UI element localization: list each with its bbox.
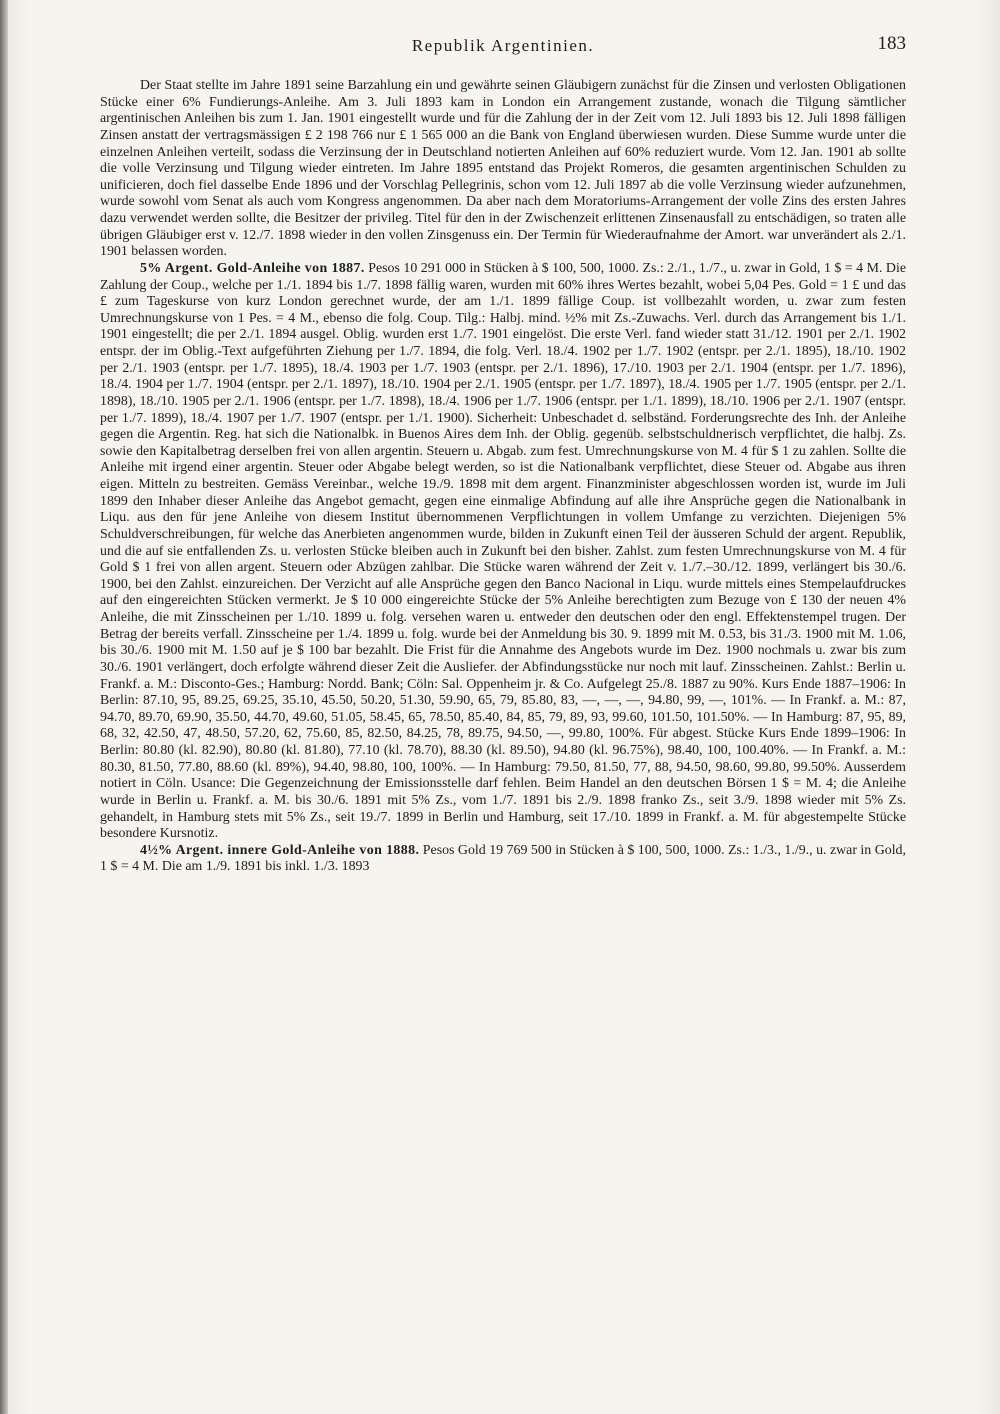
page-number: 183 bbox=[877, 33, 906, 54]
paragraph-gold-loan-1887 bbox=[100, 261, 906, 843]
page-body bbox=[100, 78, 906, 876]
page-edge-shadow bbox=[0, 0, 8, 1414]
running-title: Republik Argentinien. bbox=[411, 36, 595, 55]
paragraph-text: Der Staat stellte im Jahre 1891 seine Barzahlung ein und gewährte seinen Gläubigern zunächst für die Zinsen und verlosten Obligationen Stücke einer 6% Fundierungs-Anleihe. Am 3. Juli 1893 kam in London ein Arrangement zustande, wonach die Tilgung sämtlicher argentinischen Anleihen bis zum 1. Jan. 1901 eingestellt wurde und für die Zahlung der in der Zeit vom 12. Juli 1893 bis 12. Juli 1898 fälligen Zinsen anstatt der vertragsmässigen £ 2 198 766 nur £ 1 565 000 an die Bank von England überwiesen wurden. Diese Summe wurde unter die einzelnen Anleihen verteilt, sodass die Verzinsung der in Deutschland notierten Anleihen auf 60% reduziert wurde. Vom 12. Jan. 1901 ab sollte die volle Verzinsung und Tilgung wieder eintreten. Im Jahre 1895 entstand das Projekt Romeros, die gesamten argentinischen Schulden zu unificieren, doch fiel dasselbe Ende 1896 und der Vorschlag Pellegrinis, schon vom 12. Juli 1897 ab die volle Verzinsung wieder aufzunehmen, wurde sowohl vom Senat als auch vom Kongress angenommen. Da aber nach dem Moratoriums-Arrangement der volle Zins des ersten Jahres dazu verwendet werden sollte, die Besitzer der privileg. Titel für den in der Zwischenzeit erlittenen Zinsenausfall zu entschädigen, so traten alle übrigen Gläubiger erst v. 12./7. 1898 wieder in den vollen Zinsgenuss ein. Der Termin für Wiederaufnahme der Amort. war unverändert als 2./1. 1901 belassen worden. bbox=[100, 78, 906, 260]
paragraph-text: Pesos 10 291 000 in Stücken à $ 100, 500, 1000. Zs.: 2./1., 1./7., u. zwar in Gold, 1 $ = 4 M. Die Zahlung der Coup., welche per 1./1. 1894 bis 1./7. 1898 fällig waren, wurden mit 60% ihres Wertes bezahlt, wobei 5,04 Pes. Gold = 1 £ und das £ zum Tageskurse von kurz London gerechnet wurde, der am 1./1. 1899 fällige Coup. ist vollbezahlt worden, u. zwar zum festen Umrechnungskurse von 1 Pes. = 4 M., ebenso die folg. Coup. Tilg.: Halbj. mind. ½% mit Zs.-Zuwachs. Verl. durch das Arrangement bis 1./1. 1901 eingestellt; die per 2./1. 1894 ausgel. Oblig. wurden erst 1./7. 1901 eingelöst. Die erste Verl. fand wieder statt 31./12. 1901 per 2./1. 1902 entspr. der im Oblig.-Text aufgeführten Ziehung per 1./7. 1894, die folg. Verl. 18./4. 1902 per 1./7. 1902 (entspr. per 2./1. 1895), 18./10. 1902 per 2./1. 1903 (entspr. per 1./7. 1895), 18./4. 1903 per 1./7. 1903 (entspr. per 2./1. 1896), 17./10. 1903 per 2./1. 1904 (entspr. per 1./7. 1896), 18./4. 1904 per 1./7. 1904 (entspr. per 2./1. 1897), 18./10. 1904 per 2./1. 1905 (entspr. per 1./7. 1897), 18./4. 1905 per 1./7. 1905 (entspr. per 2./1. 1898), 18./10. 1905 per 2./1. 1906 (entspr. per 1./7. 1898), 18./4. 1906 per 1./7. 1906 (entspr. per 1./1. 1899), 18./10. 1906 per 2./1. 1907 (entspr. per 1./7. 1899), 18./4. 1907 per 1./7. 1907 (entspr. per 1./1. 1900). Sicherheit: Unbeschadet d. selbständ. Forderungsrechte des Inh. der Anleihe gegen die Argentin. Reg. hat sich die Nationalbk. in Buenos Aires dem Inh. der Oblig. gegenüb. selbstschuldnerisch verpflichtet, die halbj. Zs. sowie den Kapitalbetrag derselben frei von allen argentin. Steuern u. Abgab. zum fest. Umrechnungskurse von M. 4 für $ 1 zu zahlen. Sollte die Anleihe mit irgend einer argentin. Steuer oder Abgabe belegt werden, so ist die Nationalbank verpflichtet, diese Steuer od. Abgabe aus ihren eigen. Mitteln zu bestreiten. Gemäss Vereinbar., welche 19./9. 1898 mit dem argent. Finanzminister abgeschlossen worden ist, wurde im Juli 1899 den Inhaber dieser Anleihe das Angebot gemacht, gegen eine einmalige Abfindung auf alle ihre Ansprüche gegen die Nationalbank in Liqu. aus den für jene Anleihe von diesem Institut übernommenen Verpflichtungen in vollem Umfange zu verzichten. Diejenigen 5% Schuldverschreibungen, für welche das Anerbieten angenommen wurde, bilden in Zukunft einen Teil der äusseren Schuld der argent. Republik, und die auf sie entfallenden Zs. u. verlosten Stücke bleiben auch in Zukunft bei den bisher. Zahlst. zum festen Umrechnungskurse von M. 4 für Gold $ 1 frei von allen argent. Steuern oder Abzügen zahlbar. Die Stücke waren während der Zeit v. 1./7.–30./12. 1899, verlängert bis 30./6. 1900, bei den Zahlst. einzureichen. Der Verzicht auf alle Ansprüche gegen den Banco Nacional in Liqu. wurde mittels eines Stempelaufdruckes auf den eingereichten Stücken vermerkt. Je $ 10 000 eingereichte Stücke der 5% Anleihe berechtigten zum Bezuge von £ 130 der neuen 4% Anleihe, die mit Zinsscheinen per 1./10. 1899 u. folg. versehen waren u. entweder den deutschen oder den engl. Effektenstempel trugen. Der Betrag der bereits verfall. Zinsscheine per 1./4. 1899 u. folg. wurde bei der Anmeldung bis 30. 9. 1899 mit M. 0.53, bis 31./3. 1900 mit M. 1.06, bis 30./6. 1900 mit M. 1.50 auf je $ 100 bar bezahlt. Die Frist für die Annahme des Angebots wurde im Dez. 1900 nochmals u. zwar bis zum 30./6. 1901 verlängert, doch erfolgte während dieser Zeit die Ausliefer. der Abfindungsstücke nur noch mit lauf. Zinsscheinen. Zahlst.: Berlin u. Frankf. a. M.: Disconto-Ges.; Hamburg: Nordd. Bank; Cöln: Sal. Oppenheim jr. & Co. Aufgelegt 25./8. 1887 zu 90%. Kurs Ende 1887–1906: In Berlin: 87.10, 95, 89.25, 69.25, 35.10, 45.50, 50.20, 51.30, 59.90, 65, 79, 85.80, 83, —, —, —, 94.80, 99, —, 101%. — In Frankf. a. M.: 87, 94.70, 89.70, 69.90, 35.50, 44.70, 49.60, 51.05, 58.45, 65, 78.50, 85.40, 84, 85, 79, 89, 93, 99.60, 101.50, 101.50%. — In Hamburg: 87, 95, 89, 68, 32, 42.50, 47, 48.50, 57.20, 62, 75.60, 85, 82.50, 84.25, 78, 89.75, 94.50, —, 99.80, 100%. Für abgest. Stücke Kurs Ende 1899–1906: In Berlin: 80.80 (kl. 82.90), 80.80 (kl. 81.80), 77.10 (kl. 78.70), 88.30 (kl. 89.50), 94.80 (kl. 96.75%), 98.40, 100, 100.40%. — In Frankf. a. M.: 80.30, 81.50, 77.80, 88.60 (kl. 89%), 94.40, 98.80, 100, 100%. — In Hamburg: 79.50, 81.50, 77, 88, 94.50, 98.60, 99.80, 99.50%. Ausserdem notiert in Cöln. Usance: Die Gegenzeichnung der Emissionsstelle darf fehlen. Beim Handel an den deutschen Börsen 1 $ = M. 4; die Anleihe wurde in Berlin u. Frankf. a. M. bis 30./6. 1891 mit 5% Zs., vom 1./7. 1891 bis 2./9. 1898 franko Zs., seit 3./9. 1898 wieder mit 5% Zs. gehandelt, in Hamburg stets mit 5% Zs., seit 19./7. 1899 in Berlin und Hamburg, seit 17./10. 1899 in Frankf. a. M. für abgestempelte Stücke besondere Kursnotiz. bbox=[100, 260, 906, 842]
section-heading: 5% Argent. Gold-Anleihe von 1887. bbox=[140, 260, 365, 276]
paragraph-inner-gold-loan-1888 bbox=[100, 843, 906, 876]
paragraph-moratorium bbox=[100, 78, 906, 261]
section-heading: 4½% Argent. innere Gold-Anleihe von 1888. bbox=[140, 842, 420, 858]
paragraph-text: Pesos Gold 19 769 500 in Stücken à $ 100, 500, 1000. Zs.: 1./3., 1./9., u. zwar in Gold, 1 $ = 4 M. Die am 1./9. 1891 bis inkl. 1./3. 1893 bbox=[100, 842, 906, 875]
page-header bbox=[100, 33, 906, 62]
